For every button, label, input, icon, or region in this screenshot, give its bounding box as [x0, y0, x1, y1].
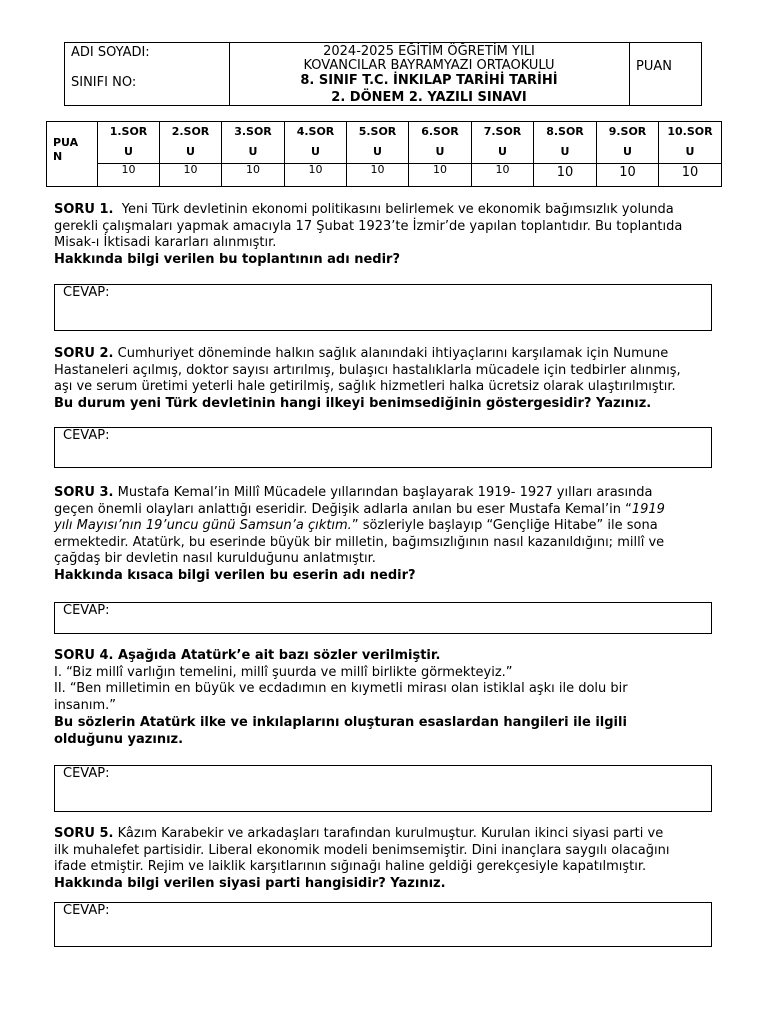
puan-label: PUAN [636, 59, 672, 74]
score-column-header [285, 122, 346, 163]
question-1-label: SORU 1. [54, 202, 114, 217]
score-column-title-end: U [498, 145, 507, 158]
question-2 [54, 346, 724, 412]
student-info-cell [65, 43, 230, 105]
score-column-title: 10.SOR [667, 125, 713, 138]
score-value: 10 [659, 163, 721, 187]
score-column-1 [97, 122, 159, 186]
question-1-prompt: Hakkında bilgi verilen bu toplantının adı nedir? [54, 251, 401, 267]
score-value: 10 [534, 163, 596, 187]
score-column-title: 4.SOR [296, 125, 335, 138]
score-column-header [160, 122, 221, 163]
score-column-header [347, 122, 408, 163]
score-column-title: 2.SOR [171, 125, 210, 138]
question-4-quote-2: II. “Ben milletimin en büyük ve ecdadımın en kıymetli mirası olan istiklal aşkı ile dolu bir [54, 681, 628, 696]
class-label: SINIFI NO: [71, 75, 137, 90]
answer-box-4[interactable] [54, 765, 712, 812]
score-column-title: 1.SOR [109, 125, 148, 138]
score-column-2 [159, 122, 221, 186]
score-column-header [597, 122, 658, 163]
score-column-6 [408, 122, 471, 186]
question-3-text-2: geçen önemli olayları anlattığı eseridir. Değişik adlarla anılan bu eser Mustafa Kemal’in “ [54, 501, 632, 517]
score-column-3 [221, 122, 284, 186]
answer-label-3: CEVAP: [63, 603, 110, 618]
school-name: KOVANCILAR BAYRAMYAZI ORTAOKULU [303, 58, 555, 73]
question-3-text-1: Mustafa Kemal’in Millî Mücadele yıllarından başlayarak 1919- 1927 yılları arasında [117, 485, 653, 500]
question-1 [54, 202, 724, 268]
score-column-10 [658, 122, 721, 186]
score-column-4 [284, 122, 346, 186]
answer-box-1[interactable] [54, 284, 712, 331]
question-2-text-3: aşı ve serum üretimi yeterli hale getirilmiş, sağlık hizmetleri halka ücretsiz olarak ulaştırılmıştır. [54, 379, 676, 394]
question-4-quote-2-end: insanım.” [54, 697, 116, 713]
question-5-text-3: ifade etmiştir. Rejim ve laiklik karşıtlarının sığınağı haline geldiği gerekçesiyle kapatılmıştır. [54, 859, 647, 874]
question-2-label: SORU 2. [54, 346, 114, 361]
question-2-text-2: Hastaneleri açılmış, doktor sayısı artırılmış, bulaşıcı hastalıklarla mücadele için tedbirler alınmış, [54, 362, 681, 378]
question-4-label: SORU 4. [54, 648, 114, 663]
score-column-header [98, 122, 159, 163]
question-3 [54, 485, 724, 584]
exam-title: 2. DÖNEM 2. YAZILI SINAVI [331, 90, 527, 105]
question-2-prompt: Bu durum yeni Türk devletinin hangi ilkeyi benimsediğinin göstergesidir? Yazınız. [54, 395, 652, 411]
score-column-header [222, 122, 284, 163]
question-5-text-1: Kâzım Karabekir ve arkadaşları tarafından kurulmuştur. Kurulan ikinci siyasi parti ve [117, 826, 664, 841]
score-value: 10 [285, 163, 346, 187]
question-1-text-2: gerekli çalışmaları yapmak amacıyla 17 Şubat 1923’te İzmir’de yapılan toplantıdır. Bu toplantıda [54, 218, 683, 234]
score-value: 10 [597, 163, 658, 187]
name-label: ADI SOYADI: [71, 45, 150, 60]
score-column-title: 5.SOR [358, 125, 397, 138]
exam-header-table [64, 42, 702, 106]
question-5-prompt: Hakkında bilgi verilen siyasi parti hangisidir? Yazınız. [54, 875, 446, 891]
score-column-title: 9.SOR [608, 125, 647, 138]
question-3-label: SORU 3. [54, 485, 114, 500]
exam-title-cell [229, 43, 630, 105]
question-3-prompt: Hakkında kısaca bilgi verilen bu eserin adı nedir? [54, 567, 416, 583]
answer-label-5: CEVAP: [63, 903, 110, 918]
question-4-quote-1: I. “Biz millî varlığın temelini, millî şuurda ve millî birlikte görmekteyiz.” [54, 664, 513, 680]
question-5 [54, 826, 724, 892]
score-column-title-end: U [685, 145, 695, 158]
score-value: 10 [409, 163, 471, 187]
course-title: 8. SINIF T.C. İNKILAP TARİHİ TARİHİ [300, 73, 558, 88]
question-3-text-4: ermektedir. Atatürk, bu eserinde büyük bir milletin, bağımsızlığının nasıl kazanıldığını; millî ve [54, 534, 665, 550]
score-column-title: 7.SOR [483, 125, 522, 138]
answer-box-2[interactable] [54, 427, 712, 468]
answer-label-1: CEVAP: [63, 285, 110, 300]
score-column-title-end: U [560, 145, 570, 158]
score-table [46, 121, 722, 187]
question-3-quote-2: yılı Mayısı’nın 19’uncu günü Samsun’a çıktım. [54, 518, 352, 533]
score-column-title-end: U [373, 145, 382, 158]
question-3-text-5: çağdaş bir devletin nasıl kurulduğunu anlatmıştır. [54, 551, 376, 566]
score-label-line2: N [53, 150, 63, 163]
score-column-title-end: U [435, 145, 445, 158]
total-score-cell [630, 43, 702, 105]
score-value: 10 [347, 163, 408, 187]
score-column-title: 8.SOR [546, 125, 584, 138]
score-column-title: 6.SOR [421, 125, 459, 138]
score-column-title-end: U [248, 145, 258, 158]
score-column-header [659, 122, 721, 163]
score-value: 10 [160, 163, 221, 187]
score-value: 10 [98, 163, 159, 187]
question-4-title: Aşağıda Atatürk’e ait bazı sözler verilmiştir. [118, 648, 441, 663]
question-5-label: SORU 5. [54, 826, 114, 841]
question-5-text-2: ilk muhalefet partisidir. Liberal ekonomik modeli benimsemiştir. Dini inançlara saygılı olacağını [54, 842, 670, 858]
score-column-header [472, 122, 533, 163]
score-column-5 [346, 122, 408, 186]
question-1-text-1: Yeni Türk devletinin ekonomi politikasını belirlemek ve ekonomik bağımsızlık yolunda [121, 202, 674, 217]
score-value: 10 [472, 163, 533, 187]
score-label-line1: PUA [53, 136, 79, 149]
score-row-label [53, 136, 78, 164]
question-4 [54, 648, 724, 748]
question-4-prompt-1: Bu sözlerin Atatürk ilke ve inkılaplarını oluşturan esaslardan hangileri ile ilgili [54, 715, 627, 730]
score-value: 10 [222, 163, 284, 187]
score-column-7 [471, 122, 533, 186]
school-year: 2024-2025 EĞİTİM ÖĞRETİM YILI [323, 44, 535, 59]
question-4-prompt-2: olduğunu yazınız. [54, 731, 184, 747]
answer-label-4: CEVAP: [63, 766, 110, 781]
question-3-quote-1: 1919 [631, 501, 665, 517]
question-1-text-3: Misak-ı İktisadi kararları alınmıştır. [54, 235, 277, 250]
answer-box-5[interactable] [54, 902, 712, 947]
score-column-8 [533, 122, 596, 186]
score-column-title-end: U [623, 145, 632, 158]
score-column-9 [596, 122, 658, 186]
score-column-title: 3.SOR [234, 125, 272, 138]
question-3-text-3: ” sözleriyle başlayıp “Gençliğe Hitabe” ile sona [351, 518, 658, 533]
question-2-text-1: Cumhuriyet döneminde halkın sağlık alanındaki ihtiyaçlarını karşılamak için Numune [117, 346, 669, 361]
answer-box-3[interactable] [54, 602, 712, 634]
score-column-header [534, 122, 596, 163]
score-column-title-end: U [311, 145, 320, 158]
score-column-title-end: U [124, 145, 133, 158]
score-column-header [409, 122, 471, 163]
answer-label-2: CEVAP: [63, 428, 110, 443]
score-column-title-end: U [186, 145, 195, 158]
